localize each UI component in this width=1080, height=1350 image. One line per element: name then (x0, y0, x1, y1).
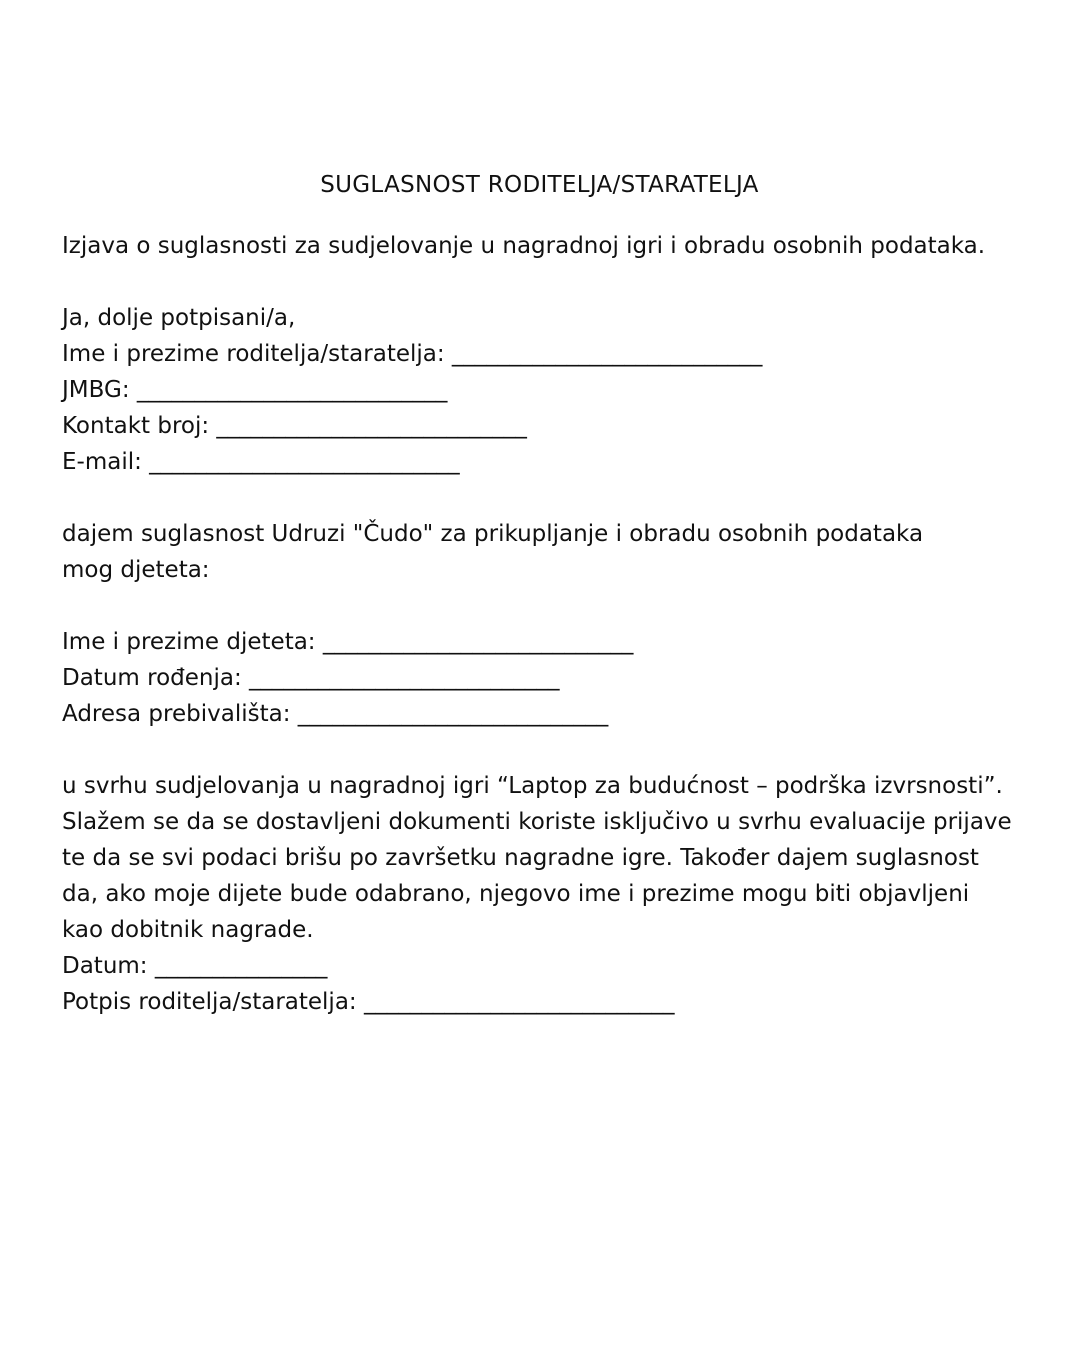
purpose-paragraph: u svrhu sudjelovanja u nagradnoj igri “Laptop za budućnost – podrška izvrsnosti”. Slažem se da se dostavljeni dokumenti koriste isključivo u svrhu evaluacije prijave te da se svi podaci brišu po završetku nagradne igre. Također dajem suglasnost da, ako moje dijete bude odabrano, njegovo ime i prezime mogu biti objavljeni kao dobitnik nagrade. (62, 773, 1012, 943)
child-name-field: Ime i prezime djeteta: ___________________________ (62, 629, 634, 655)
signature-field: Potpis roditelja/staratelja: ___________________________ (62, 989, 675, 1015)
birth-date-field: Datum rođenja: ___________________________ (62, 665, 560, 691)
document-title: SUGLASNOST RODITELJA/STARATELJA (320, 172, 759, 198)
parent-name-field: Ime i prezime roditelja/staratelja: ___________________________ (62, 341, 763, 367)
date-field: Datum: _______________ (62, 953, 328, 979)
spacer (62, 264, 1032, 300)
address-field: Adresa prebivališta: ___________________________ (62, 701, 609, 727)
contact-number-field: Kontakt broj: ___________________________ (62, 413, 527, 439)
jmbg-field: JMBG: ___________________________ (62, 377, 448, 403)
consent-line: dajem suglasnost Udruzi "Čudo" za prikupljanje i obradu osobnih podataka mog djeteta: (62, 521, 924, 583)
spacer (62, 732, 1032, 768)
opening-line: Ja, dolje potpisani/a, (62, 305, 296, 331)
intro-text: Izjava o suglasnosti za sudjelovanje u nagradnoj igri i obradu osobnih podataka. (62, 233, 986, 259)
spacer (62, 588, 1032, 624)
email-field: E-mail: ___________________________ (62, 449, 460, 475)
spacer (62, 480, 1032, 516)
consent-document (62, 172, 1032, 1020)
